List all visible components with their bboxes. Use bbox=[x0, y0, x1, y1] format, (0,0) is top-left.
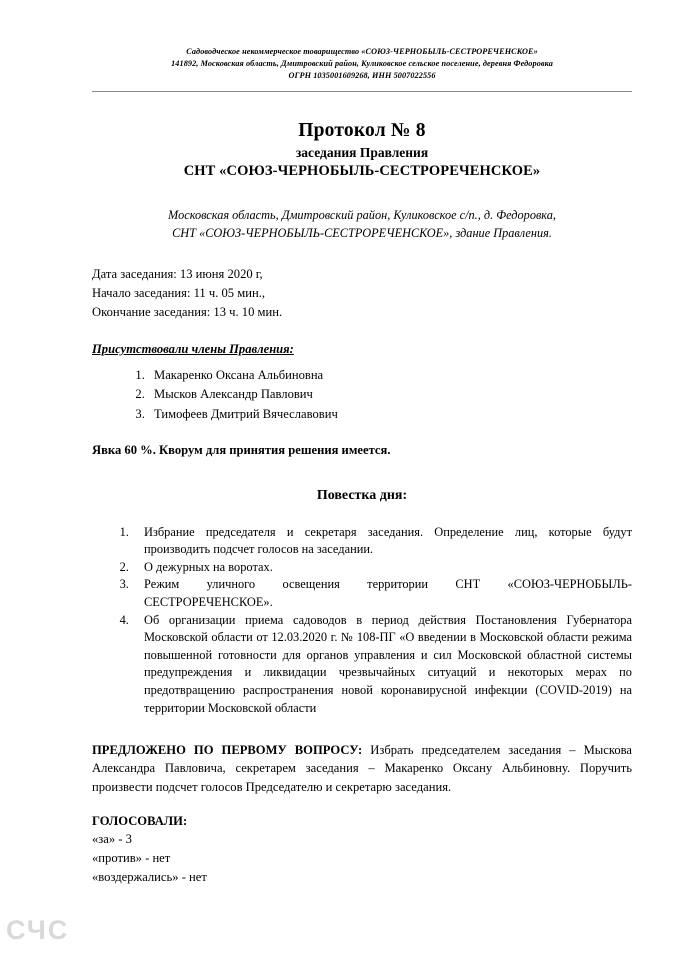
page-title: Протокол № 8 bbox=[298, 119, 426, 141]
list-item: 1. Макаренко Оксана Альбиновна bbox=[148, 366, 632, 386]
proposal-text: Избрать председателем заседания – Мыскова Александра Павловича, секретарем заседания – Макаренко Оксану Альбиновну. Поручить произвести подсчет голосов Председателю и секретарю заседания. bbox=[92, 743, 632, 794]
address-block bbox=[92, 206, 632, 243]
list-item: 2. Мысков Александр Павлович bbox=[148, 385, 632, 405]
vote-against: «против» - нет bbox=[92, 850, 171, 865]
meeting-meta bbox=[92, 265, 632, 322]
vote-heading: ГОЛОСОВАЛИ: bbox=[92, 813, 188, 828]
org-header-line-1: Садоводческое некоммерческое товарищество «СОЮЗ-ЧЕРНОБЫЛЬ-СЕСТРОРЕЧЕНСКОЕ» bbox=[186, 47, 538, 56]
watermark: СЧС bbox=[6, 915, 70, 945]
header-divider bbox=[92, 91, 632, 92]
list-item: 4. Об организации приема садоводов в период действия Постановления Губернатора Московской области от 12.03.2020 г. № 108-ПГ «О введении в Московской области режима повышенной готовности для органов управления и сил Московской областной системы предупреждения и ликвидации чрезвычайных ситуаций и некоторых мерах по предотвращению распространения новой коронавирусной инфекции (COVID-2019) на территории Московской области bbox=[132, 612, 632, 718]
list-item: 3. Режим уличного освещения территории СНТ «СОЮЗ-ЧЕРНОБЫЛЬ-СЕСТРОРЕЧЕНСКОЕ». bbox=[132, 576, 632, 611]
title-block bbox=[92, 120, 632, 180]
org-header-line-2: 141892, Московская область, Дмитровский район, Куликовское сельское поселение, деревня Федоровка bbox=[171, 58, 553, 68]
meeting-date: Дата заседания: 13 июня 2020 г, bbox=[92, 266, 263, 281]
org-header-line-3: ОГРН 1035001609268, ИНН 5007022556 bbox=[288, 70, 436, 80]
agenda-heading: Повестка дня: bbox=[316, 487, 408, 503]
quorum-statement: Явка 60 %. Кворум для принятия решения имеется. bbox=[92, 442, 391, 457]
vote-abstained: «воздержались» - нет bbox=[92, 869, 207, 884]
attendees-heading: Присутствовали члены Правления: bbox=[92, 341, 294, 356]
list-item: 3. Тимофеев Дмитрий Вячеславович bbox=[148, 405, 632, 425]
title-subtitle-1: заседания Правления bbox=[295, 144, 429, 160]
organization-header bbox=[92, 46, 632, 82]
proposal-paragraph bbox=[92, 741, 632, 796]
attendees-list bbox=[92, 366, 632, 425]
address-line-1: Московская область, Дмитровский район, Куликовское с/п., д. Федоровка, bbox=[168, 207, 556, 222]
document-content bbox=[92, 46, 632, 887]
agenda-list bbox=[92, 524, 632, 718]
title-subtitle-2: СНТ «СОЮЗ-ЧЕРНОБЫЛЬ-СЕСТРОРЕЧЕНСКОЕ» bbox=[183, 162, 541, 179]
proposal-label: ПРЕДЛОЖЕНО ПО ПЕРВОМУ ВОПРОСУ: bbox=[92, 743, 363, 758]
address-line-2: СНТ «СОЮЗ-ЧЕРНОБЫЛЬ-СЕСТРОРЕЧЕНСКОЕ», здание Правления. bbox=[172, 226, 552, 241]
meeting-end: Окончание заседания: 13 ч. 10 мин. bbox=[92, 304, 283, 319]
list-item: 2. О дежурных на воротах. bbox=[132, 559, 632, 577]
vote-for: «за» - 3 bbox=[92, 831, 132, 846]
vote-results bbox=[92, 830, 632, 887]
list-item: 1. Избрание председателя и секретаря заседания. Определение лиц, которые будут производить подсчет голосов на заседании. bbox=[132, 524, 632, 559]
meeting-start: Начало заседания: 11 ч. 05 мин., bbox=[92, 285, 265, 300]
